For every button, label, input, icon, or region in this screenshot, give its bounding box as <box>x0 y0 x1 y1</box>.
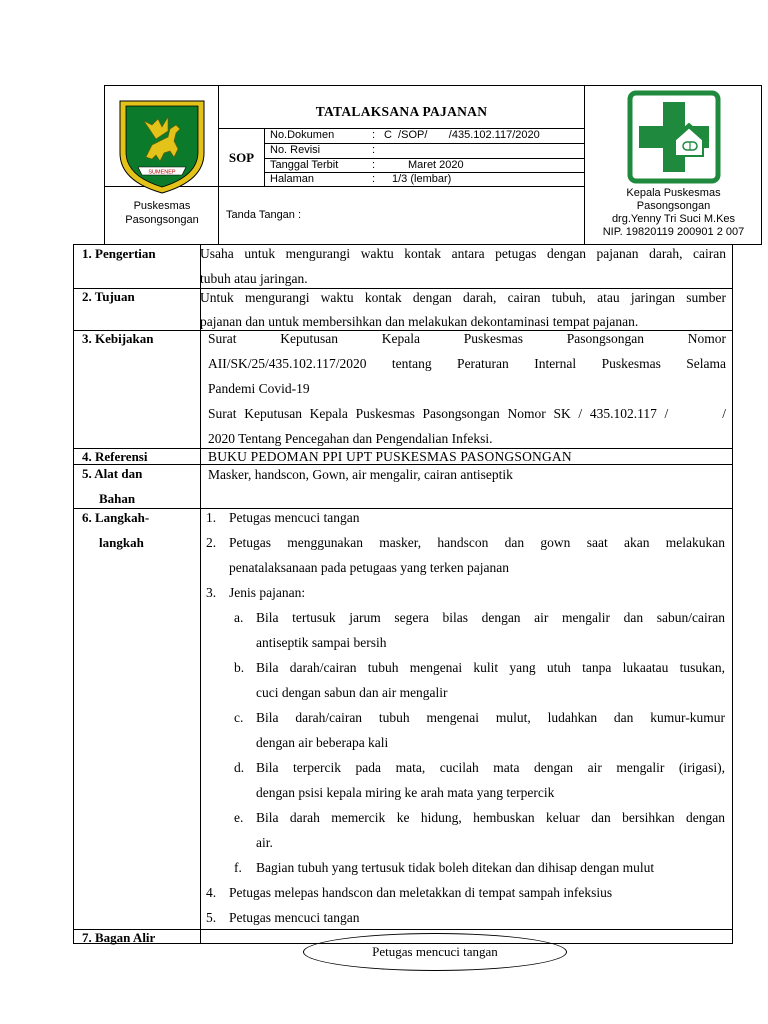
left-org-name: Puskesmas Pasongsongan <box>125 200 199 226</box>
substep-b-text-1: Bila darah/cairan tubuh mengenai kulit yang utuh tanpa lukaatau tusukan, <box>256 660 725 675</box>
issue-date-label: Tanggal Terbit <box>270 159 339 171</box>
kebijakan-text-2: AII/SK/25/435.102.117/2020 tentang Peraturan Internal Puskesmas Selama <box>208 356 726 371</box>
substep-d-text-2: dengan psisi kepala miring ke arah mata yang terpercik <box>256 785 555 800</box>
substep-a-text-1: Bila tertusuk jarum segera bilas dengan air mengalir dan sabun/cairan <box>256 610 725 625</box>
substep-c-text-1: Bila darah/cairan tubuh mengenai mulut, ludahkan dan kumur-kumur <box>256 710 725 725</box>
substep-a-text-2: antiseptik sampai bersih <box>256 635 387 650</box>
referensi-text: BUKU PEDOMAN PPI UPT PUSKESMAS PASONGSONGAN <box>208 449 572 464</box>
step-4-text: Petugas melepas handscon dan meletakkan di tempat sampah infeksius <box>229 885 613 900</box>
kebijakan-text-3: Pandemi Covid-19 <box>208 381 310 396</box>
page-label: Halaman <box>270 173 315 185</box>
pengertian-text-1: Usaha untuk mengurangi waktu kontak antara petugas dengan pajanan darah, cairan <box>200 246 726 261</box>
substep-d-text-1: Bila terpercik pada mata, cucilah mata dengan air mengalir (irigasi), <box>256 760 725 775</box>
kebijakan-text-4: Surat Keputusan Kepala Puskesmas Pasongsongan Nomor SK / 435.102.117 / / <box>208 406 726 421</box>
doc-number-label: No.Dokumen <box>270 129 335 141</box>
svg-text:SUMENEP: SUMENEP <box>148 169 176 176</box>
head-nip: NIP. 19820119 200901 2 007 <box>602 226 745 238</box>
section-bagan-label: 7. Bagan Alir <box>82 930 156 945</box>
section-kebijakan-label: 3. Kebijakan <box>82 331 154 346</box>
section-langkah-label: 6. Langkah- <box>82 510 150 525</box>
section-referensi-label: 4. Referensi <box>82 449 148 464</box>
sumenep-emblem-icon <box>116 95 208 197</box>
alat-text: Masker, handscon, Gown, air mengalir, cairan antiseptik <box>208 467 513 482</box>
head-name: drg.Yenny Tri Suci M.Kes <box>611 213 736 225</box>
section-langkah-label-2: langkah <box>99 535 144 550</box>
pengertian-text-2: tubuh atau jaringan. <box>200 271 308 286</box>
document-title: TATALAKSANA PAJANAN <box>315 104 488 119</box>
issue-date-value: Maret 2020 <box>408 159 464 171</box>
step-2-text-1: Petugas menggunakan masker, handscon dan gown saat akan melakukan <box>229 535 725 550</box>
tujuan-text-1: Untuk mengurangi waktu kontak dengan darah, cairan tubuh, atau jaringan sumber <box>200 290 726 305</box>
section-alat-label: 5. Alat dan <box>82 466 143 481</box>
kebijakan-text-5: 2020 Tentang Pencegahan dan Pengendalian Infeksi. <box>208 431 493 446</box>
signature-label: Tanda Tangan : <box>226 209 302 221</box>
step-1-text: Petugas mencuci tangan <box>229 510 360 525</box>
substep-f-text: Bagian tubuh yang tertusuk tidak boleh ditekan dan dihisap dengan mulut <box>256 860 655 875</box>
doc-number-value: C /SOP/ /435.102.117/2020 <box>384 129 540 141</box>
step-5-text: Petugas mencuci tangan <box>229 910 360 925</box>
section-alat-label-2: Bahan <box>99 491 136 506</box>
step-3-text: Jenis pajanan: <box>229 585 306 600</box>
substep-b-text-2: cuci dengan sabun dan air mengalir <box>256 685 448 700</box>
section-tujuan-label: 2. Tujuan <box>82 289 135 304</box>
kebijakan-text-1: Surat Keputusan Kepala Puskesmas Pasongsongan Nomor <box>208 331 726 346</box>
step-2-text-2: penatalaksanaan pada petugaas yang terken pajanan <box>229 560 509 575</box>
substep-c-text-2: dengan air beberapa kali <box>256 735 389 750</box>
section-pengertian-label: 1. Pengertian <box>82 246 156 261</box>
flowchart-start-node <box>303 933 567 971</box>
substep-e-text-1: Bila darah memercik ke hidung, hembuskan keluar dan bersihkan dengan <box>256 810 725 825</box>
page-value: 1/3 (lembar) <box>392 173 452 185</box>
revision-label: No. Revisi <box>270 144 321 156</box>
puskesmas-logo-icon <box>627 90 721 184</box>
tujuan-text-2: pajanan dan untuk membersihkan dan melakukan dekontaminasi tempat pajanan. <box>200 314 639 329</box>
sop-label: SOP <box>228 150 255 165</box>
flowchart-start-label: Petugas mencuci tangan <box>372 944 498 959</box>
substep-e-text-2: air. <box>256 835 273 850</box>
right-org-name: Kepala Puskesmas Pasongsongan drg.Yenny Tri Suci M.Kes NIP. 19820119 200901 2 007 <box>585 187 762 239</box>
